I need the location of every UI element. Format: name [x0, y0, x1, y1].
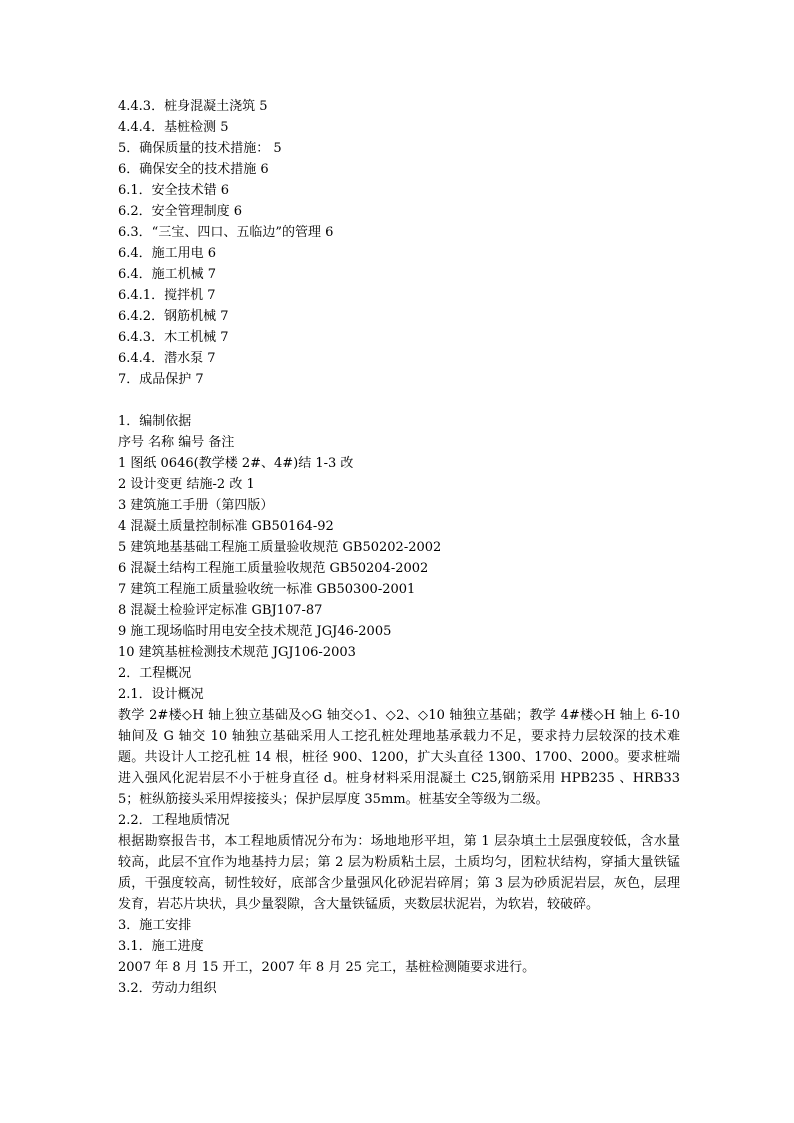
- table-row: 9 施工现场临时用电安全技术规范 JGJ46-2005: [118, 624, 392, 639]
- toc-line: 7．成品保护 7: [118, 372, 204, 387]
- section-heading: 2．工程概况: [118, 666, 192, 681]
- toc-line: 6.4．施工用电 6: [118, 246, 217, 261]
- toc-line: 6.2．安全管理制度 6: [118, 204, 243, 219]
- table-row: 8 混凝土检验评定标准 GBJ107-87: [118, 603, 323, 618]
- toc-line: 4.4.4．基桩检测 5: [118, 120, 229, 135]
- toc-line: 6.4．施工机械 7: [118, 267, 217, 282]
- subsection-heading: 2.1．设计概况: [118, 687, 204, 702]
- section-heading: 3．施工安排: [118, 918, 192, 933]
- toc-line: 6.4.4．潜水泵 7: [118, 351, 216, 366]
- table-row: 10 建筑基桩检测技术规范 JGJ106-2003: [118, 645, 356, 660]
- subsection-heading: 2.2．工程地质情况: [118, 813, 230, 828]
- blank-line: [118, 390, 680, 411]
- table-header: 序号 名称 编号 备注: [118, 435, 235, 450]
- toc-line: 6.4.1．搅拌机 7: [118, 288, 216, 303]
- paragraph: 教学 2#楼◇H 轴上独立基础及◇G 轴交◇1、◇2、◇10 轴独立基础；教学 4#楼◇H 轴上 6-10 轴间及 G 轴交 10 轴独立基础采用人工挖孔桩处理地基承载力不足，要求持力层较深的技术难题。共设计人工挖孔桩 14 根，桩径 900、1200，扩大头直径 1300、1700、2000。要求桩端进入强风化泥岩层不小于桩身直径 d。桩身材料采用混凝土 C25,钢筋采用 HPB235 、HRB335；桩纵筋接头采用焊接接头；保护层厚度 35mm。桩基安全等级为二级。: [118, 708, 680, 807]
- table-row: 1 图纸 0646(教学楼 2#、4#)结 1-3 改: [118, 456, 354, 471]
- table-of-contents: [118, 96, 680, 390]
- toc-line: 6.1．安全技术错 6: [118, 183, 230, 198]
- table-row: 6 混凝土结构工程施工质量验收规范 GB50204-2002: [118, 561, 429, 576]
- section-basis: [118, 411, 680, 663]
- section-heading: 1．编制依据: [118, 414, 192, 429]
- toc-line: 4.4.3．桩身混凝土浇筑 5: [118, 99, 268, 114]
- toc-line: 6.4.2．钢筋机械 7: [118, 309, 229, 324]
- toc-line: 6.4.3．木工机械 7: [118, 330, 229, 345]
- table-row: 2 设计变更 结施-2 改 1: [118, 477, 255, 492]
- table-row: 4 混凝土质量控制标准 GB50164-92: [118, 519, 334, 534]
- subsection-heading: 3.2．劳动力组织: [118, 981, 217, 996]
- table-row: 7 建筑工程施工质量验收统一标准 GB50300-2001: [118, 582, 416, 597]
- document-page: [118, 96, 680, 999]
- subsection-heading: 3.1．施工进度: [118, 939, 204, 954]
- toc-line: 5．确保质量的技术措施： 5: [118, 141, 282, 156]
- paragraph: 2007 年 8 月 15 开工，2007 年 8 月 25 完工，基桩检测随要求进行。: [118, 960, 536, 975]
- section-overview: [118, 663, 680, 915]
- paragraph: 根据勘察报告书，本工程地质情况分布为：场地地形平坦，第 1 层杂填土土层强度较低，含水量较高，此层不宜作为地基持力层；第 2 层为粉质粘土层，土质均匀，团粒状结构，穿插大量铁锰质，干强度较高，韧性较好，底部含少量强风化砂泥岩碎屑；第 3 层为砂质泥岩层，灰色，层理发育，岩芯片块状，具少量裂隙，含大量铁锰质，夹数层状泥岩，为软岩，较破碎。: [118, 834, 680, 912]
- toc-line: 6.3．“三宝、四口、五临边”的管理 6: [118, 225, 334, 240]
- table-row: 3 建筑施工手册（第四版）: [118, 498, 274, 513]
- section-arrangement: [118, 915, 680, 999]
- table-row: 5 建筑地基基础工程施工质量验收规范 GB50202-2002: [118, 540, 442, 555]
- toc-line: 6．确保安全的技术措施 6: [118, 162, 269, 177]
